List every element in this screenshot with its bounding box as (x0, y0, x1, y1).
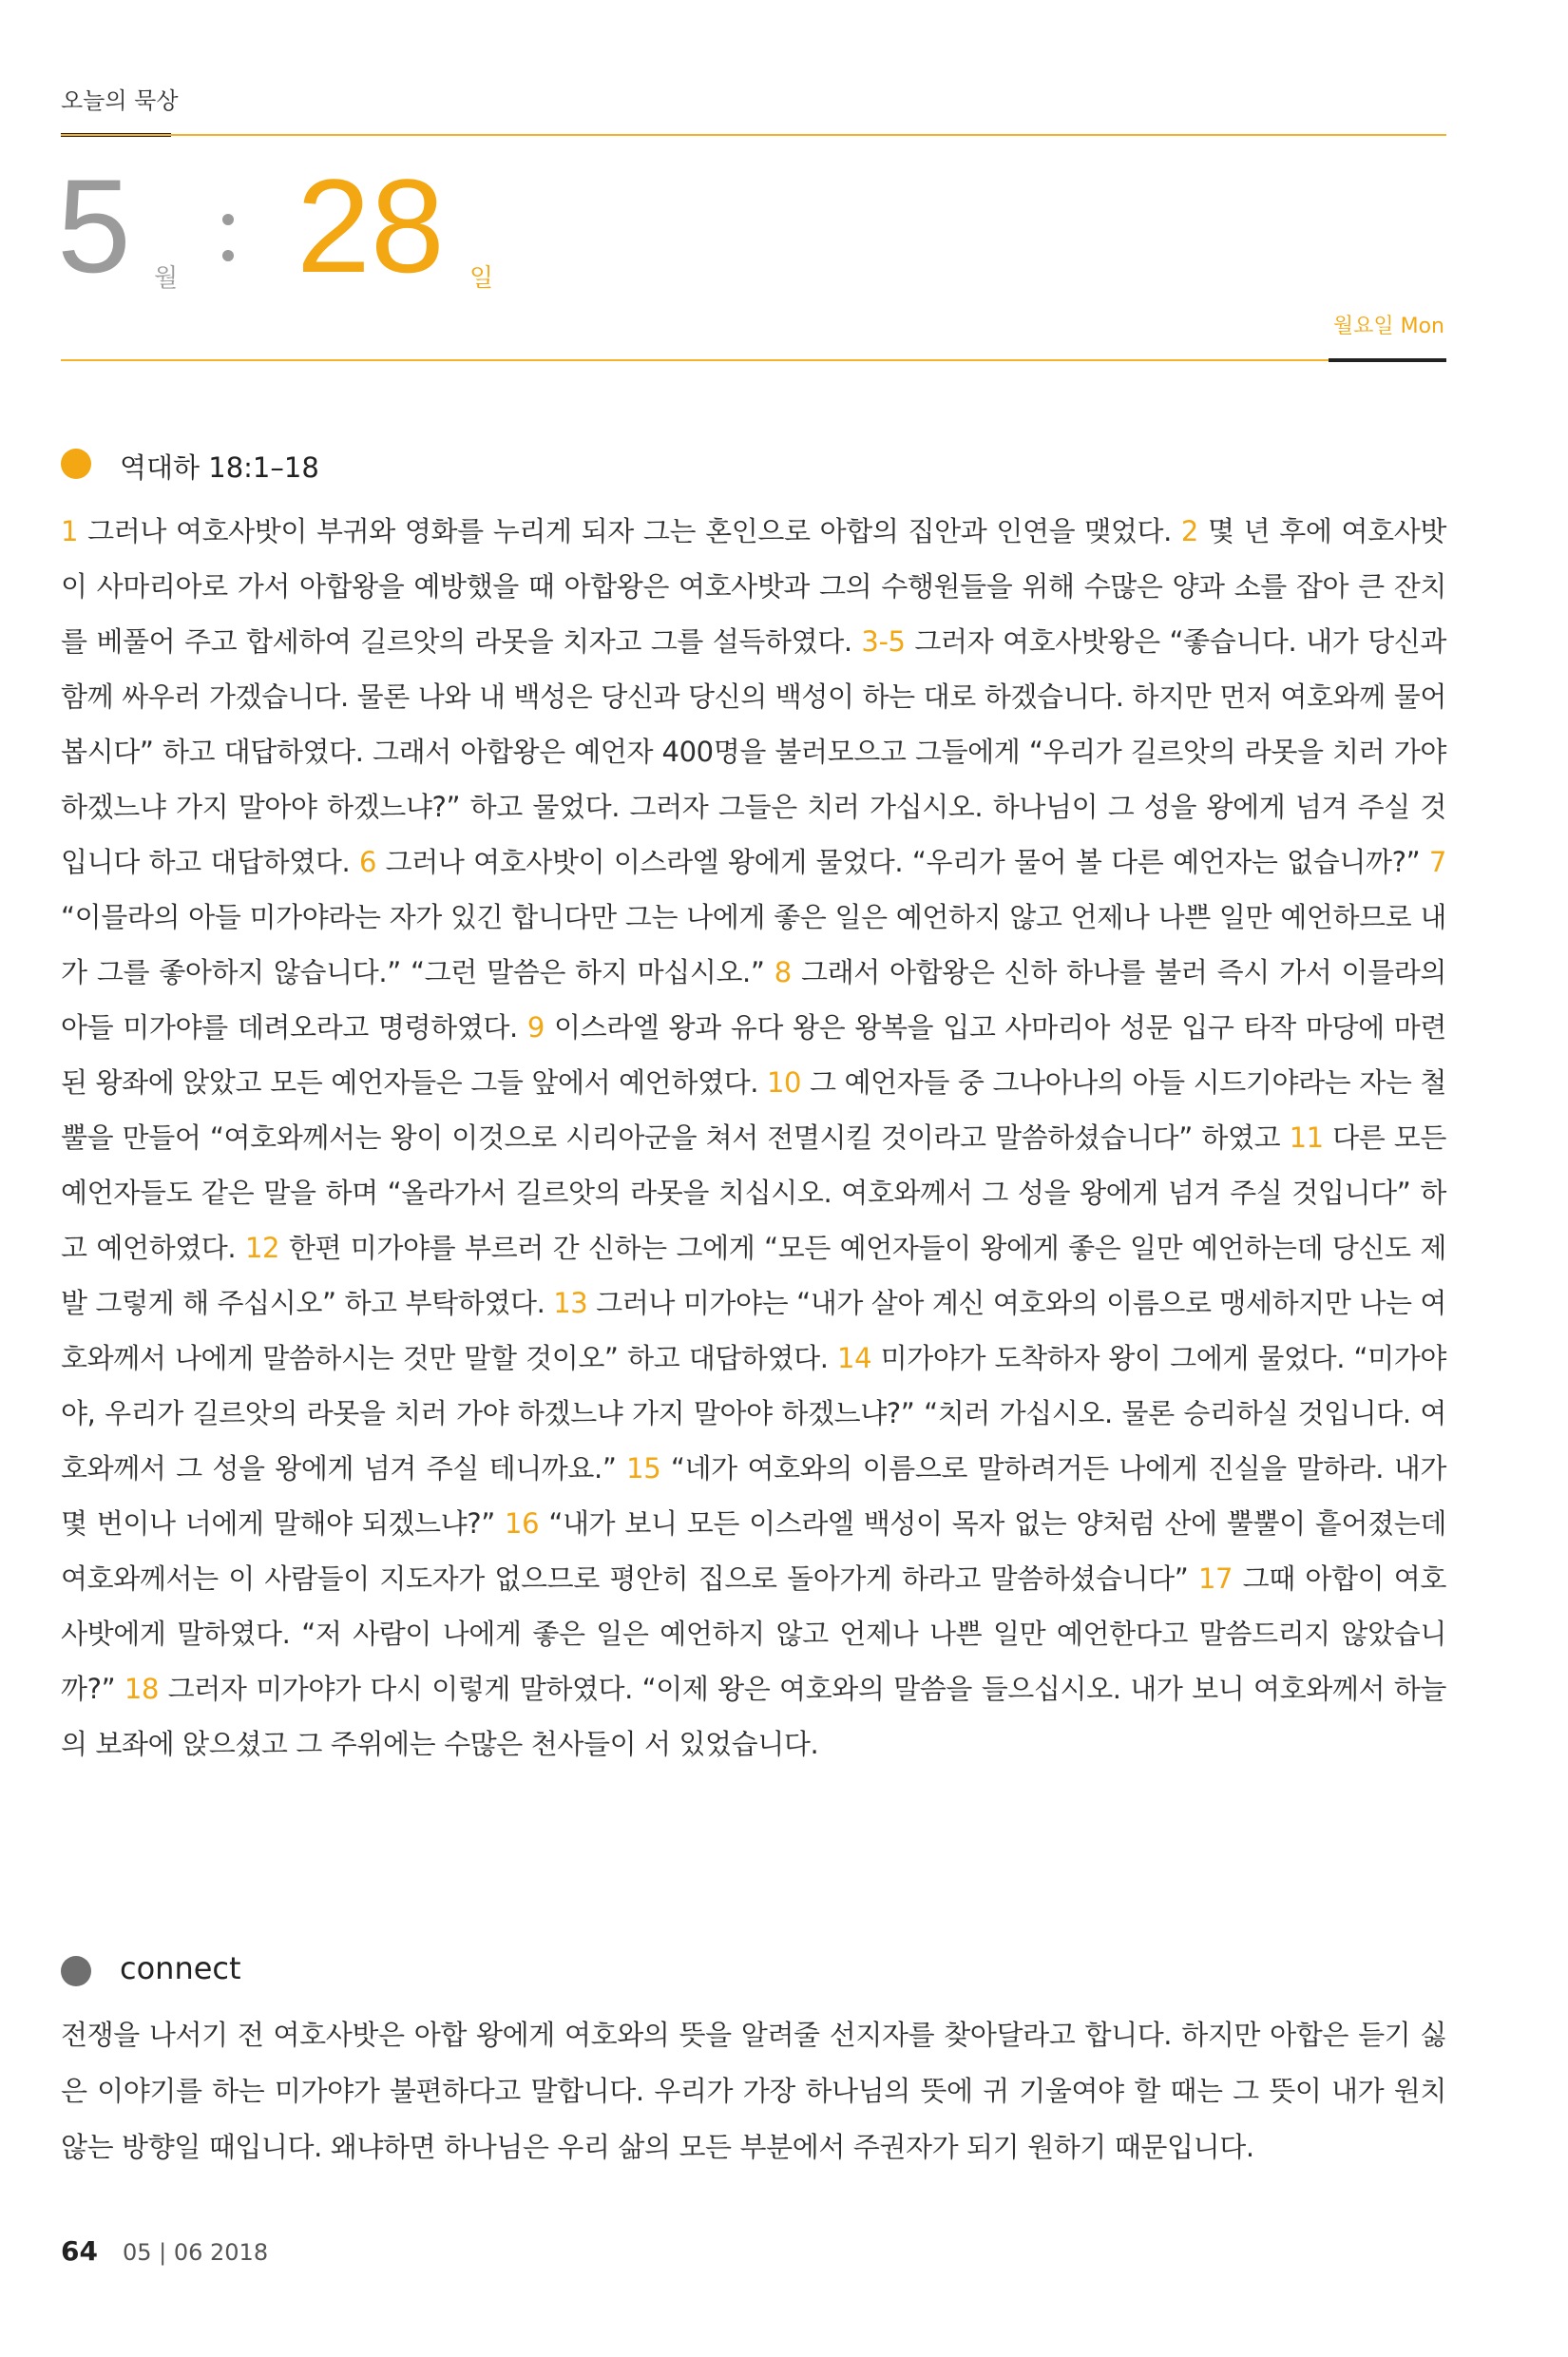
verse-text: 다른 모든 예언자들도 같은 말을 하며 “올라가서 길르앗의 라못을 치십시오. 여호와께서 그 성을 왕에게 넘겨 주실 것입니다” 하고 예언하였다. (61, 1121, 1447, 1264)
page-number: 64 (61, 2235, 98, 2267)
date-month-unit: 월 (154, 264, 179, 293)
verse-text: 그러나 미가야는 “내가 살아 계신 여호와의 이름으로 맹세하지만 나는 여호와께서 나에게 말씀하시는 것만 말할 것이오” 하고 대답하였다. (61, 1287, 1446, 1374)
verse-number: 11 (1289, 1121, 1324, 1154)
verse-number: 8 (774, 956, 792, 988)
verse-text: 그때 아합이 여호사밧에게 말하였다. “저 사람이 나에게 좋은 일은 예언하지 않고 언제나 나쁜 일만 예언한다고 말씀드리지 않았습니까?” (61, 1562, 1446, 1705)
scripture-reference: 역대하 18:1–18 (120, 451, 319, 484)
verse-text: 그러나 여호사밧이 부귀와 영화를 누리게 되자 그는 혼인으로 아합의 집안과 인연을 맺었다. (78, 515, 1181, 547)
verse-text: 그러나 여호사밧이 이스라엘 왕에게 물었다. “우리가 물어 볼 다른 예언자는 없습니까?” (376, 846, 1429, 878)
verse-number: 18 (124, 1673, 160, 1705)
verse-text: 몇 년 후에 여호사밧이 사마리아로 가서 아합왕을 예방했을 때 아합왕은 여호사밧과 그의 수행원들을 위해 수많은 양과 소를 잡아 큰 잔치를 베풀어 주고 합세하여 길르앗의 라못을 치자고 그를 설득하였다. (61, 515, 1446, 658)
verse-number: 7 (1428, 846, 1446, 878)
verse-number: 10 (766, 1066, 802, 1099)
section-label: 오늘의 묵상 (61, 87, 179, 114)
verse-text: 그 예언자들 중 그나아나의 아들 시드기야라는 자는 철뿔을 만들어 “여호와께서는 왕이 이것으로 시리아군을 쳐서 전멸시킬 것이라고 말씀하셨습니다” 하였고 (61, 1066, 1446, 1154)
scripture-bullet-icon (61, 449, 91, 479)
verse-number: 13 (553, 1287, 588, 1319)
page-footer (61, 2235, 268, 2267)
connect-bullet-icon (61, 1956, 91, 1986)
verse-text: 이스라엘 왕과 유다 왕은 왕복을 입고 사마리아 성문 입구 타작 마당에 마련된 왕좌에 앉았고 모든 예언자들은 그들 앞에서 예언하였다. (61, 1011, 1446, 1099)
verse-text: 그러자 미가야가 다시 이렇게 말하였다. “이제 왕은 여호와의 말씀을 들으십시오. 내가 보니 여호와께서 하늘의 보좌에 앉으셨고 그 주위에는 수많은 천사들이 서 있었습니다. (61, 1673, 1446, 1760)
verse-text: 그래서 아합왕은 신하 하나를 불러 즉시 가서 이믈라의 아들 미가야를 데려오라고 명령하였다. (61, 956, 1446, 1044)
header-divider (61, 134, 1446, 136)
verse-number: 1 (61, 515, 79, 547)
verse-number: 9 (526, 1011, 545, 1044)
weekday-underline (1329, 358, 1446, 362)
verse-text: “네가 여호와의 이름으로 말하려거든 나에게 진실을 말하라. 내가 몇 번이나 너에게 말해야 되겠느냐?” (61, 1452, 1446, 1540)
verse-number: 14 (837, 1342, 872, 1374)
verse-number: 2 (1180, 515, 1198, 547)
verse-text: “이믈라의 아들 미가야라는 자가 있긴 합니다만 그는 나에게 좋은 일은 예언하지 않고 언제나 나쁜 일만 예언하므로 내가 그를 좋아하지 않습니다.” “그런 말씀은 하지 마십시오.” (61, 901, 1446, 988)
scripture-passage (61, 504, 1446, 1772)
verse-text: “내가 보니 모든 이스라엘 백성이 목자 없는 양처럼 산에 뿔뿔이 흩어졌는데 여호와께서는 이 사람들이 지도자가 없으므로 평안히 집으로 돌아가게 하라고 말씀하셨습니다” (61, 1507, 1447, 1595)
verse-number: 16 (505, 1507, 540, 1540)
date-colon-separator (215, 195, 243, 280)
date-month: 5 (57, 151, 131, 300)
issue-date: 05 | 06 2018 (122, 2239, 269, 2266)
verse-number: 15 (626, 1452, 661, 1485)
verse-text: 그러자 여호사밧왕은 “좋습니다. 내가 당신과 함께 싸우러 가겠습니다. 물론 나와 내 백성은 당신과 당신의 백성이 하는 대로 하겠습니다. 하지만 먼저 여호와께 물어 봅시다” 하고 대답하였다. 그래서 아합왕은 예언자 400명을 불러모으고 그들에게 “우리가 길르앗의 라못을 치러 가야 하겠느냐 가지 말아야 하겠느냐?” 하고 물었다. 그러자 그들은 치러 가십시오. 하나님이 그 성을 왕에게 넘겨 주실 것입니다 하고 대답하였다. (61, 625, 1446, 878)
date-day-unit: 일 (469, 264, 494, 293)
date-day: 28 (296, 151, 445, 300)
connect-title: connect (120, 1950, 241, 1986)
verse-number: 3-5 (861, 625, 906, 658)
verse-number: 6 (358, 846, 377, 878)
connect-text: 전쟁을 나서기 전 여호사밧은 아합 왕에게 여호와의 뜻을 알려줄 선지자를 찾아달라고 합니다. 하지만 아합은 듣기 싫은 이야기를 하는 미가야가 불편하다고 말합니다. 우리가 가장 하나님의 뜻에 귀 기울여야 할 때는 그 뜻이 내가 원치 않는 방향일 때입니다. 왜냐하면 하나님은 우리 삶의 모든 부분에서 주권자가 되기 원하기 때문입니다. (61, 2019, 1446, 2163)
verse-text: 한편 미가야를 부르러 간 신하는 그에게 “모든 예언자들이 왕에게 좋은 일만 예언하는데 당신도 제발 그렇게 해 주십시오” 하고 부탁하였다. (61, 1232, 1446, 1319)
verse-number: 17 (1197, 1562, 1233, 1595)
verse-text: 미가야가 도착하자 왕이 그에게 물었다. “미가야야, 우리가 길르앗의 라못을 치러 가야 하겠느냐 가지 말아야 하겠느냐?” “치러 가십시오. 물론 승리하실 것입니다. 여호와께서 그 성을 왕에게 넘겨 주실 테니까요.” (61, 1342, 1446, 1485)
date-divider (61, 359, 1446, 361)
verse-number: 12 (244, 1232, 280, 1264)
weekday-label: 월요일 Mon (1332, 315, 1444, 338)
